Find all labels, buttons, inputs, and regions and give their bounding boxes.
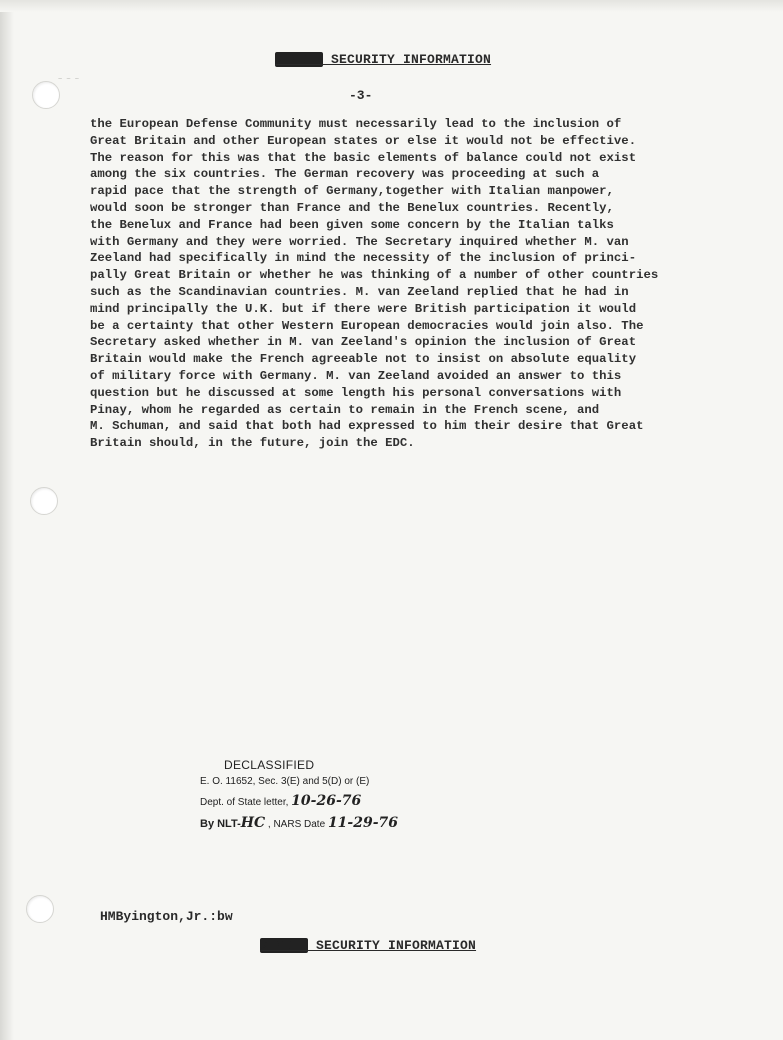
body-line: with Germany and they were worried. The Secretary inquired whether M. van <box>90 234 629 249</box>
body-paragraph <box>90 116 710 452</box>
drafter-initials: HMByington,Jr.:bw <box>100 909 233 924</box>
body-line: question but he discussed at some length his personal conversations with <box>90 385 622 400</box>
dept-date-handwritten: 10-26-76 <box>291 793 362 809</box>
body-line: pally Great Britain or whether he was thinking of a number of other countries <box>90 268 659 283</box>
declassified-stamp <box>200 758 398 837</box>
declassified-title: DECLASSIFIED <box>224 758 315 772</box>
body-line: Zeeland had specifically in mind the necessity of the inclusion of princi- <box>90 251 637 266</box>
body-line: Britain should, in the future, join the EDC. <box>90 436 415 451</box>
classification-text: SECURITY INFORMATION <box>308 938 477 953</box>
faint-pencil-mark: ~ ~ ~ <box>58 76 80 84</box>
dept-label: Dept. of State letter, <box>200 797 292 808</box>
body-line: mind principally the U.K. but if there were British participation it would <box>90 301 637 316</box>
page-number: -3- <box>349 88 373 103</box>
nars-date-handwritten: 11-29-76 <box>327 815 399 831</box>
page-top-shadow <box>0 0 783 12</box>
body-line: The reason for this was that the basic elements of balance could not exist <box>90 150 637 165</box>
classification-text: SECURITY INFORMATION <box>323 52 492 67</box>
page-edge-shadow <box>0 0 14 1040</box>
struck-word: SECRET <box>260 938 309 953</box>
top-classification-marking <box>275 52 491 67</box>
punch-hole-top <box>32 81 60 109</box>
body-line: be a certainty that other Western European democracies would join also. The <box>90 318 644 333</box>
body-line: Secretary asked whether in M. van Zeeland's opinion the inclusion of Great <box>90 335 637 350</box>
dept-letter-line <box>200 793 398 809</box>
body-line: rapid pace that the strength of Germany,together with Italian manpower, <box>90 184 614 199</box>
nars-label: , NARS Date <box>265 819 328 830</box>
struck-word: SECRET <box>275 52 324 67</box>
body-line: Great Britain and other European states or else it would not be effective. <box>90 133 637 148</box>
by-initials-handwritten: HC <box>240 815 266 831</box>
body-line: of military force with Germany. M. van Zeeland avoided an answer to this <box>90 368 622 383</box>
nars-line <box>200 815 398 831</box>
bottom-classification-marking <box>260 938 476 953</box>
punch-hole-bottom <box>26 895 54 923</box>
body-line: among the six countries. The German recovery was proceeding at such a <box>90 167 600 182</box>
body-line: the European Defense Community must necessarily lead to the inclusion of <box>90 117 622 131</box>
body-line: Pinay, whom he regarded as certain to remain in the French scene, and <box>90 402 600 417</box>
body-line: would soon be stronger than France and the Benelux countries. Recently, <box>90 200 614 215</box>
body-line: such as the Scandinavian countries. M. van Zeeland replied that he had in <box>90 284 629 299</box>
body-line: M. Schuman, and said that both had expressed to him their desire that Great <box>90 419 644 434</box>
body-line: the Benelux and France had been given some concern by the Italian talks <box>90 217 614 232</box>
body-line: Britain would make the French agreeable not to insist on absolute equality <box>90 352 637 367</box>
eo-line: E. O. 11652, Sec. 3(E) and 5(D) or (E) <box>200 776 370 787</box>
punch-hole-middle <box>30 487 58 515</box>
by-label: By NLT- <box>200 818 241 830</box>
